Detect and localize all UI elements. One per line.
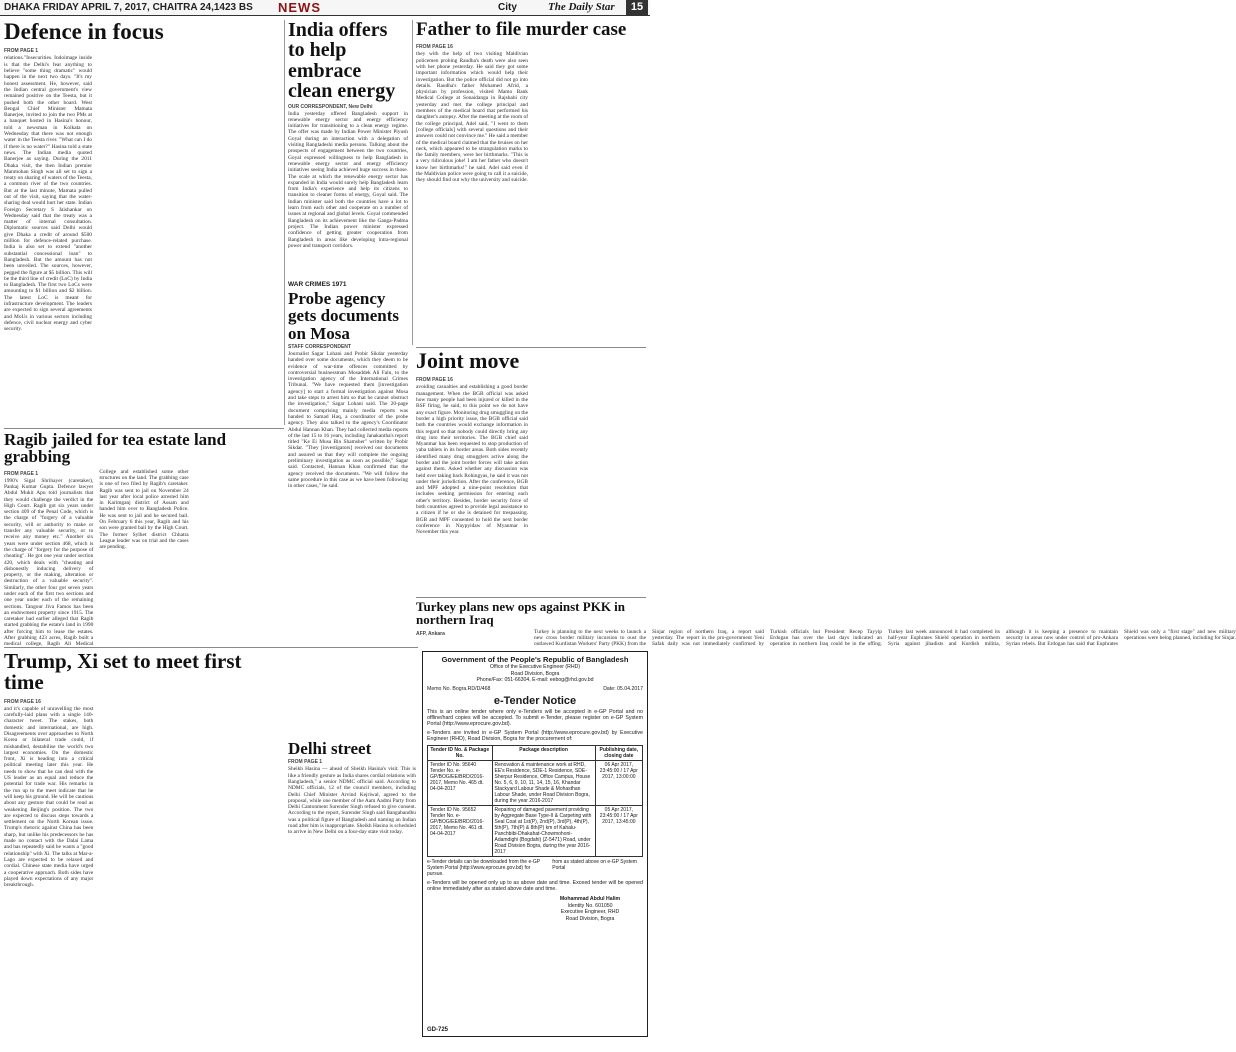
tender-division: Road Division, Bogra [510,670,560,677]
story-joint-move [416,350,646,595]
story-headline: Defence in focus [4,19,164,44]
section-divider [4,647,418,648]
story-byline: FROM PAGE 1 [4,470,39,477]
story-delhi-street [288,740,416,1037]
story-headline: Ragib jailed for tea estate land grabbing [4,430,227,467]
table-header: Package description [492,745,595,760]
tender-paragraph: e-Tenders will be opened only up to as above date and time. Exceed tender will be opened online immediately after as stated above date and time. [427,879,643,892]
story-body: Sheikh Hasina — ahead of Sheikh Hasina's visit. This is like a friendly gesture as India shares cordial relations with Bangladesh," a senior NDMC official said. According to NDMC officials, 12 of the council members, including Delhi Chief Minister Arvind Kejriwal, agreed to the proposal, while one member of the Aam Aadmi Party from Delhi Cantonment Surender Singh refused to give consent. According to the report, Surender Singh said Bangabandhu was a political figure of Bangladesh and naming an Indian road after him is inappropriate. Sheikh Hasina is scheduled to arrive in New Delhi on a four-day state visit today. [288,766,416,836]
tender-id-cell: Tender ID No. 95640 Tender No. e-GP/BOG/EE/BRD/2016-2017, Memo No. 465 dt. 04-04-2017 [428,760,493,805]
story-columns [4,469,284,654]
story-ragib [4,430,284,648]
tender-memo-no: Memo No. Bogra.RD/D/468 [427,685,491,692]
story-byline: STAFF CORRESPONDENT [288,343,351,350]
story-columns [416,375,646,589]
story-probe [288,281,408,646]
brand-logo: The Daily Star [548,1,615,13]
tender-table [427,745,643,857]
paper-date: DHAKA FRIDAY APRIL 7, 2017, CHAITRA 24,1423 BS [4,2,253,13]
tender-memo-row [427,686,643,692]
story-columns [4,46,280,416]
signer-title: Executive Engineer, RHD [560,909,620,916]
story-headline: Turkey plans new ops against PKK in northern Iraq [416,599,626,628]
tender-foot-right: from as stated above on e-GP System Portal [552,858,637,871]
tender-contact: Phone/Fax: 051-66304, E-mail: eebog@rhd.gov.bd [476,677,594,683]
story-columns [416,42,646,337]
story-body: they with the help of two visiting Maldivian policemen probing Raudha's death were also seen with her phone yesterday. He said they got some important information which would help their investigation. But the police official did not go into details. Raudha's father Mohamed Afrid, a physician by profession, visited Mamo Bank Medical College at Sonaidanga in Rajshahi city yesterday and met the college principal and members of the medical board that performed his daughter's autopsy. After the meeting at the room of the college principal, Adel said, "I went to them [college officials] with several questions and their answers could not convince me." He said a member of the medical board claimed that the bruises on her neck, which appeared to be strangulation marks to the family members, were her birthmarks. "This is a very ridiculous joke! I am her father who doesn't know her birthmarks!" he said. Adel said even if the Maldivian police were going to call it a suicide, they should find out why the university and suicide. [416,51,528,184]
tender-foot-left: e-Tender details can be downloaded from the e-GP System Portal (http://www.eprocure.gov.bd) for pursue. [427,858,541,877]
table-header: Publishing date, closing date [595,745,642,760]
story-byline: FROM PAGE 16 [416,44,453,51]
story-headline: India offers to help embrace clean energy [288,19,396,103]
table-row [428,805,643,856]
masthead [0,0,650,16]
signer-name: Mohammad Abdul Halim [559,896,621,903]
column-divider [284,20,285,425]
story-body: India yesterday offered Bangladesh support in renewable energy sector and energy efficiency initiatives for transitioning to a clean energy regime. The offer was made by Indian Power Minister Piyush Goyal during an interaction with a delegation of visiting Bangladeshi media persons. Talking about the prospects of engagement between the two countries, Goyal expressed willingness to help Bangladesh in renewable energy sector and energy efficiency initiatives seeing India achieved huge success in those. The scale at which the renewable energy sector has expanded in India would surely help Bangladesh learn from India's experience and help its citizens to transition to cleaner forms of energy, Goyal said. The Indian minister said both the countries have a lot to learn from each other and cooperate on a number of issues at regional and global levels. Goyal commended Bangladesh on its achievement like the Ganga-Padma project. The Indian power minister expressed confidence of getting greater cooperation from Bangladesh in areas like developing intra-regional power and transport corridors. [288,110,408,249]
story-byline: FROM PAGE 16 [4,698,41,705]
tender-date: Date: 05.04.2017 [603,685,643,692]
tender-title: e-Tender Notice [493,694,577,707]
ad-code: GD-725 [427,1027,449,1033]
tender-id-cell: Tender ID No. 95652 Tender No. e-GP/BOG/EE/BRD/2016-2017, Memo No. 461 dt. 04-04-2017 [428,805,493,856]
signer-place: Road Division, Bogra [565,915,615,922]
tender-office: Office of the Executive Engineer (RHD) [489,664,581,670]
story-body: and it's capable of unravelling the most carefully-laid plans with a single 140-character tweet. The stakes, both domestic and international, are high. Disagreements over approaches to North Korea or bilateral trade could, if mishandled, destabilise the world's two largest economies. On the domestic front, Xi is heading into a critical political meeting later this year. He needs to show that he can deal with the US leader as an equal and reduce the potential for trade war. His remarks in the run up to the meet indicate that he will keep his ground. He will be cautious about any gesture that could be read as weakening Beijing's position. The two are expected to discuss steps towards a settlement on the North Korean issue. Trump's rhetoric against China has been sharp, but unlike his predecessors he has made no contact with the Dalai Lama and has repeatedly said he wants a "good relationship" with Xi. The talks at Mar-a-Lago are expected to be relaxed and cordial. Chinese state media have urged a cooperative approach. Both sides have played down expectations of any major breakthrough. [4,705,94,889]
tender-footer [427,859,643,877]
signer-id: Identity No. 601050 [567,902,613,909]
story-headline: Joint move [416,348,520,373]
column-divider [412,20,413,345]
tender-desc-cell: Renovation & maintenance work at RHD, EE's Residence, SDE-1 Residence, SDE-Sherpur Residence, Office Campus, House No. 5, 6, 9, 10, 11, 14, 15, 16, Khandar Stackyard Labour Shade & Mohasthan Labour Shade, under Road Division Bogra, during the year 2016-2017 [492,760,595,805]
story-defence [4,20,280,425]
tender-dates-cell: 05 Apr 2017, 23:45:00 / 17 Apr 2017, 13:45:00 [595,805,642,856]
story-body: avoiding casualties and establishing a good border management. When the BGB official was asked how many people had been injured or killed in the BSF firing, he said, to this point we do not have any exact figure. Monitoring drug smuggling on the border a high priority issue, the BGB official said both the countries would exchange information in this regard so that nobody could directly bring any drug into their territories. The BGB chief said Myanmar has been requested to stop production of yaba tablets in its border areas. Both sides recently identified many drug smugglers active along the border and the joint border forces will take action against them. Asked whether any discussion was held over taking back Rohingyas, he said it was not under their jurisdiction. After the conference, BGB and MPF adopted a nine-point resolution that includes seeking permission for entering each other's territory. Besides, border security force of both countries agreed to provide legal assistance to a citizen if he or she is detained for trespassing. BGB and MPF consented to hold the next border conference in Naypyidaw of Myanmar in November this year. [416,384,528,536]
table-header: Tender ID No. & Package No. [428,745,493,760]
story-columns [4,697,284,1052]
story-section-label: WAR CRIMES 1971 [288,281,347,288]
city-label: City [498,2,517,13]
tender-desc-cell: Repairing of damaged pavement providing by Aggregate Base Type-II & Carpeting with Seal Coat at 1st(P), 2nd(P), 3rd(P), 4th(P), 5th(P), 7th(P) & 8th(P) km of Kahalu-Panchbibi-Dhakahat-Chowmohoni-Adamdighi (Bogdahi) (Z-5471) Road, under Road Division Bogra, during the year 2016-2017 [492,805,595,856]
section-divider [416,597,646,598]
story-body: 1990's Sigal Shrihayer (caretaker), Pankaj Kumar Gupta. Defence lawyer Abdul Mukit Apu told journalists that they would challenge the verdict in the High Court. Ragib got six years under section 409 of the Penal Code, which is the charge of "forgery of a valuable security, will or authority to make or transfer any valuable security, or to receive any money etc." Another six years were under section 468, which is the charge of "forgery for the purpose of cheating". He got one year under section 420, which deals with "cheating and dishonestly inducing delivery of property, or the making, alteration or destruction of a valuable security". Similarly, the other four got seven years under each of the first two sections and one year under each of the remaining sections. Tangour Jiva Famos has been an endowment property since 1915. The caretaker had earlier alleged that Ragib started grabbing the estate's land in 1990 after forcing him to lease the estates. After grabbing 423 acres, Ragib built a medical college, Ragib Ali Medical College and established some other structures on the land. The grabbing case is one of two filed by Ragib's caretaker. Ragib was sent to jail on November 24 last year after local police arrested him in Karimganj district of Assam and handed him over to Bangladesh Police. He was sent to jail and he secured bail. On February 6 this year, Ragib and his son were granted bail by the High Court. The former Sylhet district Chhatra League leader was on trial and the cases are pending. [4,468,189,648]
tender-signature [537,896,643,922]
tender-dates-cell: 06 Apr 2017, 23:45:00 / 17 Apr 2017, 13:00:00 [595,760,642,805]
story-headline: Probe agency gets documents on Mosa [288,289,399,343]
story-headline: Trump, Xi set to meet first time [4,649,242,695]
story-trump-xi [4,651,284,1037]
tender-notice [422,651,648,1037]
story-byline: FROM PAGE 16 [416,377,453,384]
story-body: Journalist Sagar Lohani and Probir Sikdar yesterday handed over some documents, which they deem to be evidence of war-time offences committed by controversial businessman Mosaddek Ali Falu, to the investigation agency of the International Crimes Tribunal. "We have requested them [investigation agency] to start a formal investigation against Mosa and take steps to arrest him so that he cannot obstruct the investigation," Sagar Lohani said. The 20-page document comprising mainly media reports was handed to Samad Haq, a coordinator of the probe agency. They also talked to the agency's Coordinator Abdul Hannan Khan. They had collected media reports of the last 15 to 16 years, including Janakantha's report titled "Ke Ei Musa Bin Shamsher" written by Probir Sikdar. "They [investigators] received our documents and assured us that they will complete the ongoing preliminary investigation as soon as possible," Sagar said. Contacted, Hannan Khan confirmed that the agency received the documents. "We will follow the same procedure in this case as we have been following in other cases," he said. [288,350,408,490]
story-columns [416,628,1236,649]
section-label: NEWS [278,0,321,15]
story-byline: FROM PAGE 1 [4,48,39,55]
story-turkey [416,599,1236,648]
story-headline: Delhi street [288,739,372,758]
story-byline: FROM PAGE 1 [288,759,323,766]
story-byline: OUR CORRESPONDENT, New Delhi [288,103,373,110]
table-row [428,760,643,805]
tender-paragraph: This is an online tender where only e-Tenders will be accepted in e-GP Portal and no offline/hard copies will be accepted. To submit e-Tender, please register on e-GP System Portal (http://www.eprocure.gov.bd). [427,708,643,728]
story-byline: AFP, Ankara [416,630,445,637]
tender-paragraph: e-Tenders are invited in e-GP System Portal (http://www.eprocure.gov.bd) by Executive Engineer (RHD), Road Division, Bogra for the procurement of: [427,729,643,743]
section-divider [4,428,284,429]
story-headline: Father to file murder case [416,19,627,40]
page-number: 15 [626,0,648,15]
story-body: relations."Insecurities. Indoimage inside is that the Delhi's fear anything to believe "some thing dramatic" would happen in the next two days. "It's my honest assessment. He, however, said the Indian central government's view remained positive on the Teesta, but it pushed both the other board. West Bengal Chief Minister Mamata Banerjee, invited to join the two PMs at a banquet hosted in Hasina's honour, told a newsman in Kolkata on Wednesday that there was not enough water in the Teesta river. "What can I do if there is no water?" Hasina told a state news. The Indian media quoted Banerjee as saying. During the 2011 Dhaka visit, the then Indian premier Manmohan Singh was all set to sign a treaty on sharing of waters of the Teesta, a common river of the two countries. But at the last minute, Mamata pulled out of the visit, saying that the water-sharing deal would hurt her state. Indian Foreign Secretary S Jaishankar on Wednesday said that the treaty was a matter of internal consultation. Diplomatic sources said Delhi would give Dhaka a credit of around $500 million for defence-related purchase. India is also set to extend "another substantial concessional loan" to Bangladesh. But the amount has not been unveiled. The sources, however, pegged the figure at $5 billion. This will be the third line of credit (LoC) by India to Bangladesh. The first two LoCs were amounting to $1 billion and $2 billion. The latest LoC is meant for infrastructure development. The leaders are expected to sign several agreements and MoUs in various sectors including defence, civil nuclear energy and cyber security. [4,55,92,333]
tender-gov-title: Government of the People's Republic of Bangladesh [441,655,629,664]
story-father [416,20,646,345]
story-india-offers [288,20,408,275]
story-body: Turkey is planning to the next weeks to launch a new cross border military incursion to oust the outlawed Kurdistan Workers' Party (PKK) from the Sinjar region of northern Iraq, a report said yesterday. The report in the pro-government Yeni Safak daily was not immediately confirmed by Turkish officials but President Recep Tayyip Erdogan has over the last days indicated an operation in northern Iraq could be in the offing. Turkey last week announced it had completed its half-year Euphrates Shield operation in northern Syria against jihadists and Kurdish militia, although it is keeping a presence to maintain security in areas now under control of pro-Ankara Syrian rebels. But Erdogan has said that Euphrates Shield was only a "first stage" and new military operations were being planned, including for Sinjar. [534,628,1236,648]
